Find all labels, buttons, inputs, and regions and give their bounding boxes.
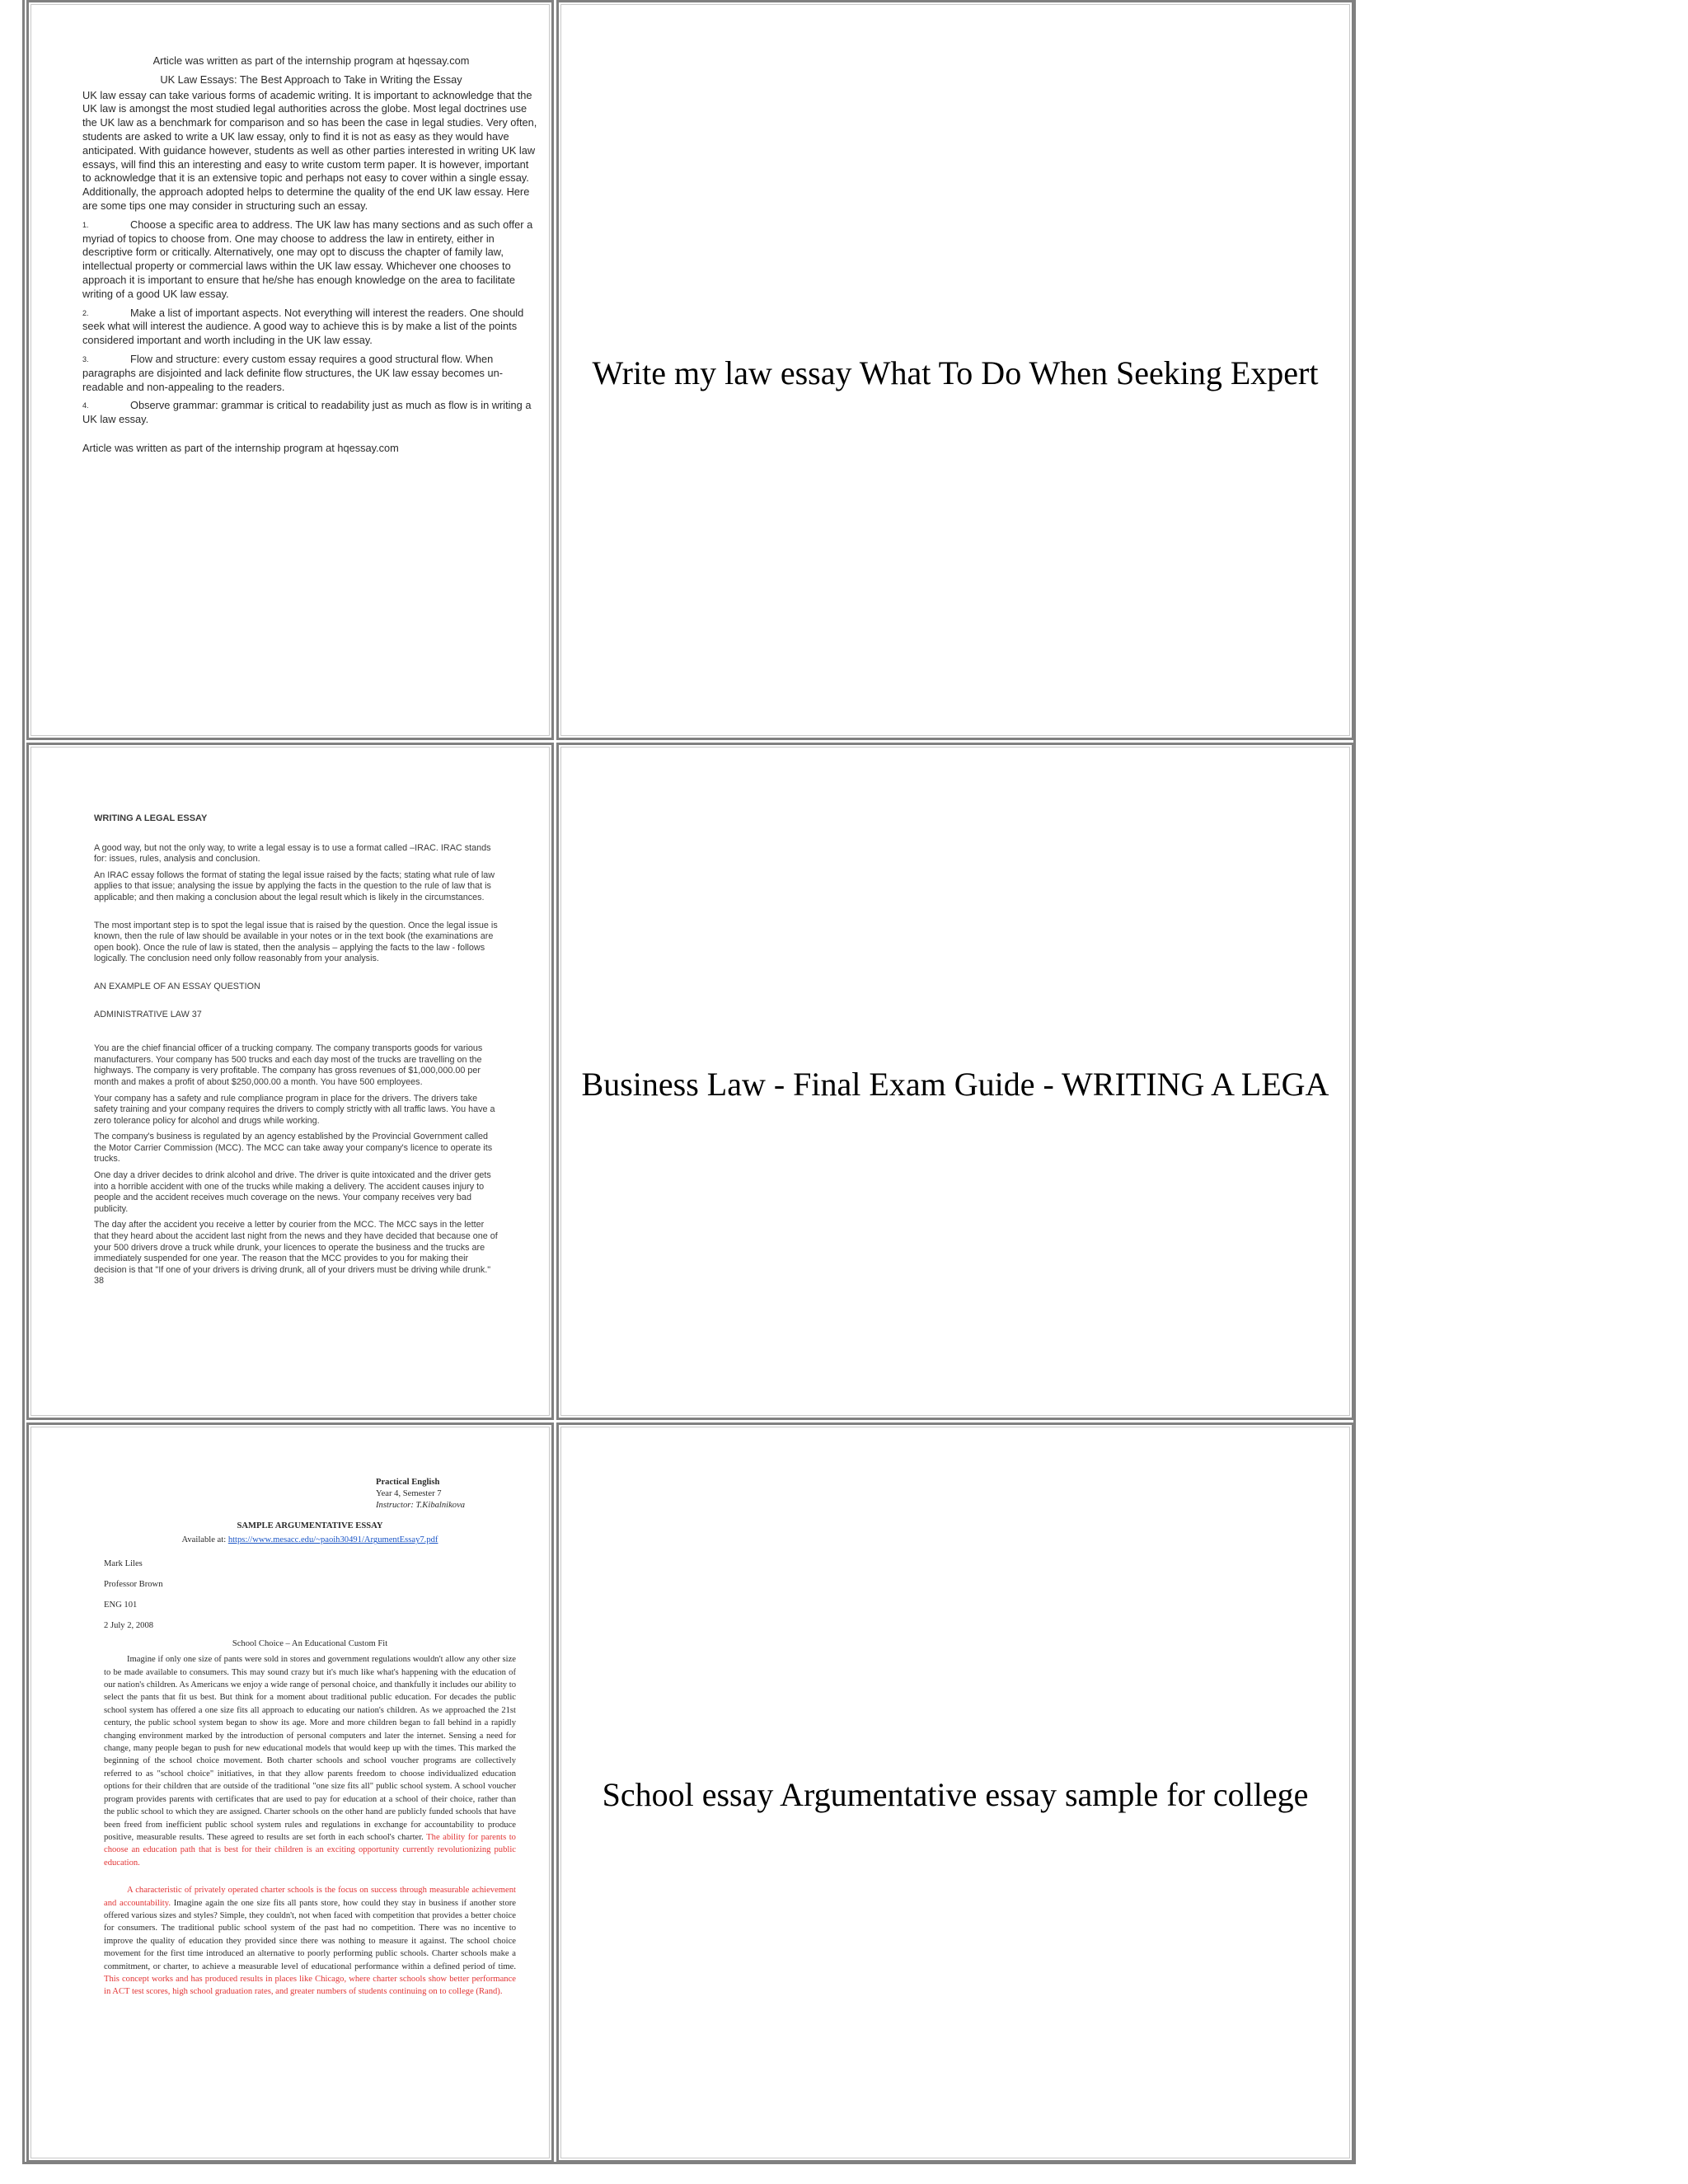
doc-list-item: [82, 353, 540, 394]
thumbnail-cell-1[interactable]: [26, 0, 554, 740]
list-number: 1.: [82, 220, 89, 229]
doc-author: Mark Liles: [104, 1558, 143, 1568]
doc-instructor: Instructor: T.Kibalnikova: [376, 1501, 466, 1510]
doc-source-link[interactable]: https://www.mesacc.edu/~paoih30491/ArgumentEssay7.pdf: [227, 1535, 438, 1545]
doc-author-block: [104, 1554, 516, 1636]
list-text: Choose a specific area to address. The UK law has many sections and as such offer a myriad of topics to choose from. One may choose to address the law in entirety, either in descriptive form or critically. Alternatively, one may opt to discuss the chapter of family law, intellectual property or commercial laws within the UK law essay. Whichever one chooses to approach it is important to ensure that he/she has enough knowledge on the area to facilitate writing of a good UK law essay.: [82, 218, 533, 300]
doc-paragraph: You are the chief financial officer of a trucking company. The company transports goods for various manufacturers. Your company has 500 trucks and each day most of the trucks are travelling on the highways. The company is very profitable. The company has gross revenues of $1,000,000.00 per month and makes a profit of about $250,000.00 a month. You have 500 employees.: [94, 1043, 483, 1087]
doc-paragraph: The day after the accident you receive a letter by courier from the MCC. The MCC says in the letter that they heard about the accident last night from the news and they have decided that because one of your 500 drivers drove a truck while drunk, your licences to operate the business and the trucks are immediately suspended for one year. The reason that the MCC provides to you for making their decision is that "If one of your drivers is driving drunk, all of your drivers must be driving while drunk." 38: [94, 1220, 498, 1286]
caption-cell-2: [556, 743, 1354, 1420]
doc-title-line: UK Law Essays: The Best Approach to Take in Writing the Essay: [160, 73, 462, 86]
caption-cell-1: [556, 0, 1354, 740]
doc-paragraph: The company's business is regulated by an agency established by the Provincial Government called the Motor Carrier Commission (MCC). The MCC can take away your company's licence to operate its trucks.: [94, 1132, 493, 1165]
doc-intro-paragraph: UK law essay can take various forms of academic writing. It is important to acknowledge that the UK law is amongst the most studied legal authorities across the globe. Most legal doctrines use the UK law as a benchmark for comparison and so has been the case in legal studies. Very often, students are asked to write a UK law essay, only to find it is not as easy as they would have anticipated. With guidance however, students as well as other parties interested in writing UK law essays, will find this an interesting and easy to write custom term paper. It is however, important to acknowledge that it is an extensive topic and perhaps not easy to cover within a single essay. Additionally, the approach adopted helps to determine the quality of the end UK law essay. Here are some tips one may consider in structuring such an essay.: [82, 88, 537, 212]
doc-subheading: AN EXAMPLE OF AN ESSAY QUESTION: [94, 981, 260, 991]
thumbnail-frame: [30, 4, 550, 736]
doc-text: Imagine if only one size of pants were sold in stores and government regulations wouldn't allow any other size to be made available to consumers. This may sound crazy but it's much like what's happening with the education of our nation's children. As Americans we enjoy a wide range of personal choice, and thankfully it includes our ability to select the pants that fit us best. But think for a moment about traditional public education. For decades the public school system has offered a one size fits all approach to educating our nation's children. As we approached the 21st century, the public school system began to show its age. More and more children began to fall behind in a rapidly changing environment marked by the introduction of personal computers and later the internet. Sensing a need for change, many people began to push for new educational models that would keep up with the times. This marked the beginning of the school choice movement. Both charter schools and school voucher programs are collectively referred to as "school choice" initiatives, in that they allow parents freedom to choose individualized education options for their children that are outside of the traditional "one size fits all" public school system. A school voucher program provides parents with certificates that are used to pay for education at a school of their choice, rather than the public school to which they are assigned. Charter schools on the other hand are publicly funded schools that have been freed from inefficient public school system rules and regulations in exchange for accountability to produce positive, measurable results. These agreed to results are set forth in each school's charter.: [104, 1655, 516, 1842]
document-thumbnail-argumentative-essay: [104, 1477, 516, 1999]
doc-paragraph: One day a driver decides to drink alcohol and drive. The driver is quite intoxicated and the driver gets into a horrible accident with one of the trucks while making a delivery. The accident causes injury to people and the accident receives much coverage on the news. Your company receives very bad publicity.: [94, 1170, 491, 1214]
doc-highlighted-text: A characteristic of privately operated charter schools is the focus on success through measurable achievement and accountability.: [104, 1886, 516, 1908]
doc-footer-line: Article was written as part of the internship program at hqessay.com: [82, 441, 399, 454]
list-number: 3.: [82, 354, 89, 363]
thumbnail-frame: [30, 747, 550, 1416]
doc-course-name: Practical English: [376, 1478, 440, 1487]
doc-subheading: ADMINISTRATIVE LAW 37: [94, 1009, 202, 1019]
doc-paragraph: An IRAC essay follows the format of stating the legal issue raised by the facts; stating what rule of law applies to that issue; analysing the issue by applying the facts in the question to the rule of law that is applicable; and then making a conclusion about the legal result which is likely in the circumstances.: [94, 869, 495, 902]
list-number: 4.: [82, 401, 89, 410]
doc-course-code: ENG 101: [104, 1600, 138, 1610]
image-grid-table: [22, 0, 1356, 2164]
doc-paragraph: [104, 1884, 516, 1999]
document-thumbnail-legal-essay: [94, 813, 498, 1292]
list-number: 2.: [82, 308, 89, 317]
doc-paragraph: [104, 1653, 516, 1869]
list-text: Observe grammar: grammar is critical to readability just as much as flow is in writing a UK law essay.: [82, 399, 532, 426]
doc-header-line: Article was written as part of the internship program at hqessay.com: [152, 54, 470, 67]
doc-paragraph: Your company has a safety and rule compliance program in place for the drivers. The drivers take safety training and your company requires the drivers to comply strictly with all traffic laws. You have a zero tolerance policy for alcohol and drugs while working.: [94, 1093, 495, 1126]
doc-list-item: [82, 307, 540, 348]
doc-paragraph: The most important step is to spot the legal issue that is raised by the question. Once the legal issue is known, then the rule of law should be available in your notes or in the text book (the examinations are open book). Once the rule of law is stated, then the analysis – applying the facts to the law - follows logically. The conclusion need only follow reasonably from your analysis.: [94, 920, 498, 964]
caption-cell-3: [556, 1422, 1354, 2163]
doc-course-header: [376, 1477, 516, 1511]
thumbnail-cell-3[interactable]: [26, 1422, 554, 2163]
document-thumbnail-uk-law: [82, 54, 540, 456]
doc-list-item: [82, 218, 540, 302]
doc-title: SAMPLE ARGUMENTATIVE ESSAY: [237, 1521, 383, 1530]
doc-professor: Professor Brown: [104, 1579, 163, 1589]
doc-available-label: Available at:: [181, 1535, 227, 1545]
doc-list-item: [82, 399, 540, 427]
thumbnail-cell-2[interactable]: [26, 743, 554, 1420]
doc-text: Imagine again the one size fits all pants store, how could they stay in business if another store offered various sizes and styles? Simple, they couldn't, not when faced with competition that provides a better choice for consumers. The traditional public school system of the past had no competition. There was no incentive to improve the quality of education they provided since there was nothing to measure it against. The school choice movement for the first time introduced an alternative to poorly performing public schools. Charter schools make a commitment, or charter, to achieve a measurable level of educational performance within a defined period of time.: [104, 1898, 516, 1971]
thumbnail-frame: [30, 1427, 550, 2158]
caption-link-2[interactable]: Business Law - Final Exam Guide - WRITING A LEGA: [581, 1066, 1329, 1103]
doc-paragraph: A good way, but not the only way, to write a legal essay is to use a format called –IRAC. IRAC stands for: issues, rules, analysis and conclusion.: [94, 842, 491, 865]
list-text: Flow and structure: every custom essay requires a good structural flow. When paragraphs are disjointed and lack definite flow structures, the UK law essay becomes un-readable and non-appealing to the readers.: [82, 352, 504, 393]
caption-link-1[interactable]: Write my law essay What To Do When Seeking Expert: [592, 354, 1319, 391]
doc-available-line: [104, 1534, 516, 1546]
doc-date: 2 July 2, 2008: [104, 1620, 154, 1630]
doc-heading: WRITING A LEGAL ESSAY: [94, 813, 208, 823]
caption-link-3[interactable]: School essay Argumentative essay sample for college: [602, 1776, 1309, 1813]
list-text: Make a list of important aspects. Not everything will interest the readers. One should seek what will interest the audience. A good way to achieve this is by make a list of the points considered important and worth including in the UK law essay.: [82, 306, 524, 347]
doc-highlighted-text: The ability for parents to choose an education path that is best for their children is an exciting opportunity currently revolutionizing public education.: [104, 1832, 516, 1868]
doc-essay-title: School Choice – An Educational Custom Fit: [232, 1638, 388, 1648]
doc-course-year: Year 4, Semester 7: [376, 1489, 442, 1498]
doc-highlighted-text: This concept works and has produced results in places like Chicago, where charter schools show better performance in ACT test scores, high school graduation rates, and greater numbers of students continuing on to college (Rand).: [104, 1974, 516, 1997]
